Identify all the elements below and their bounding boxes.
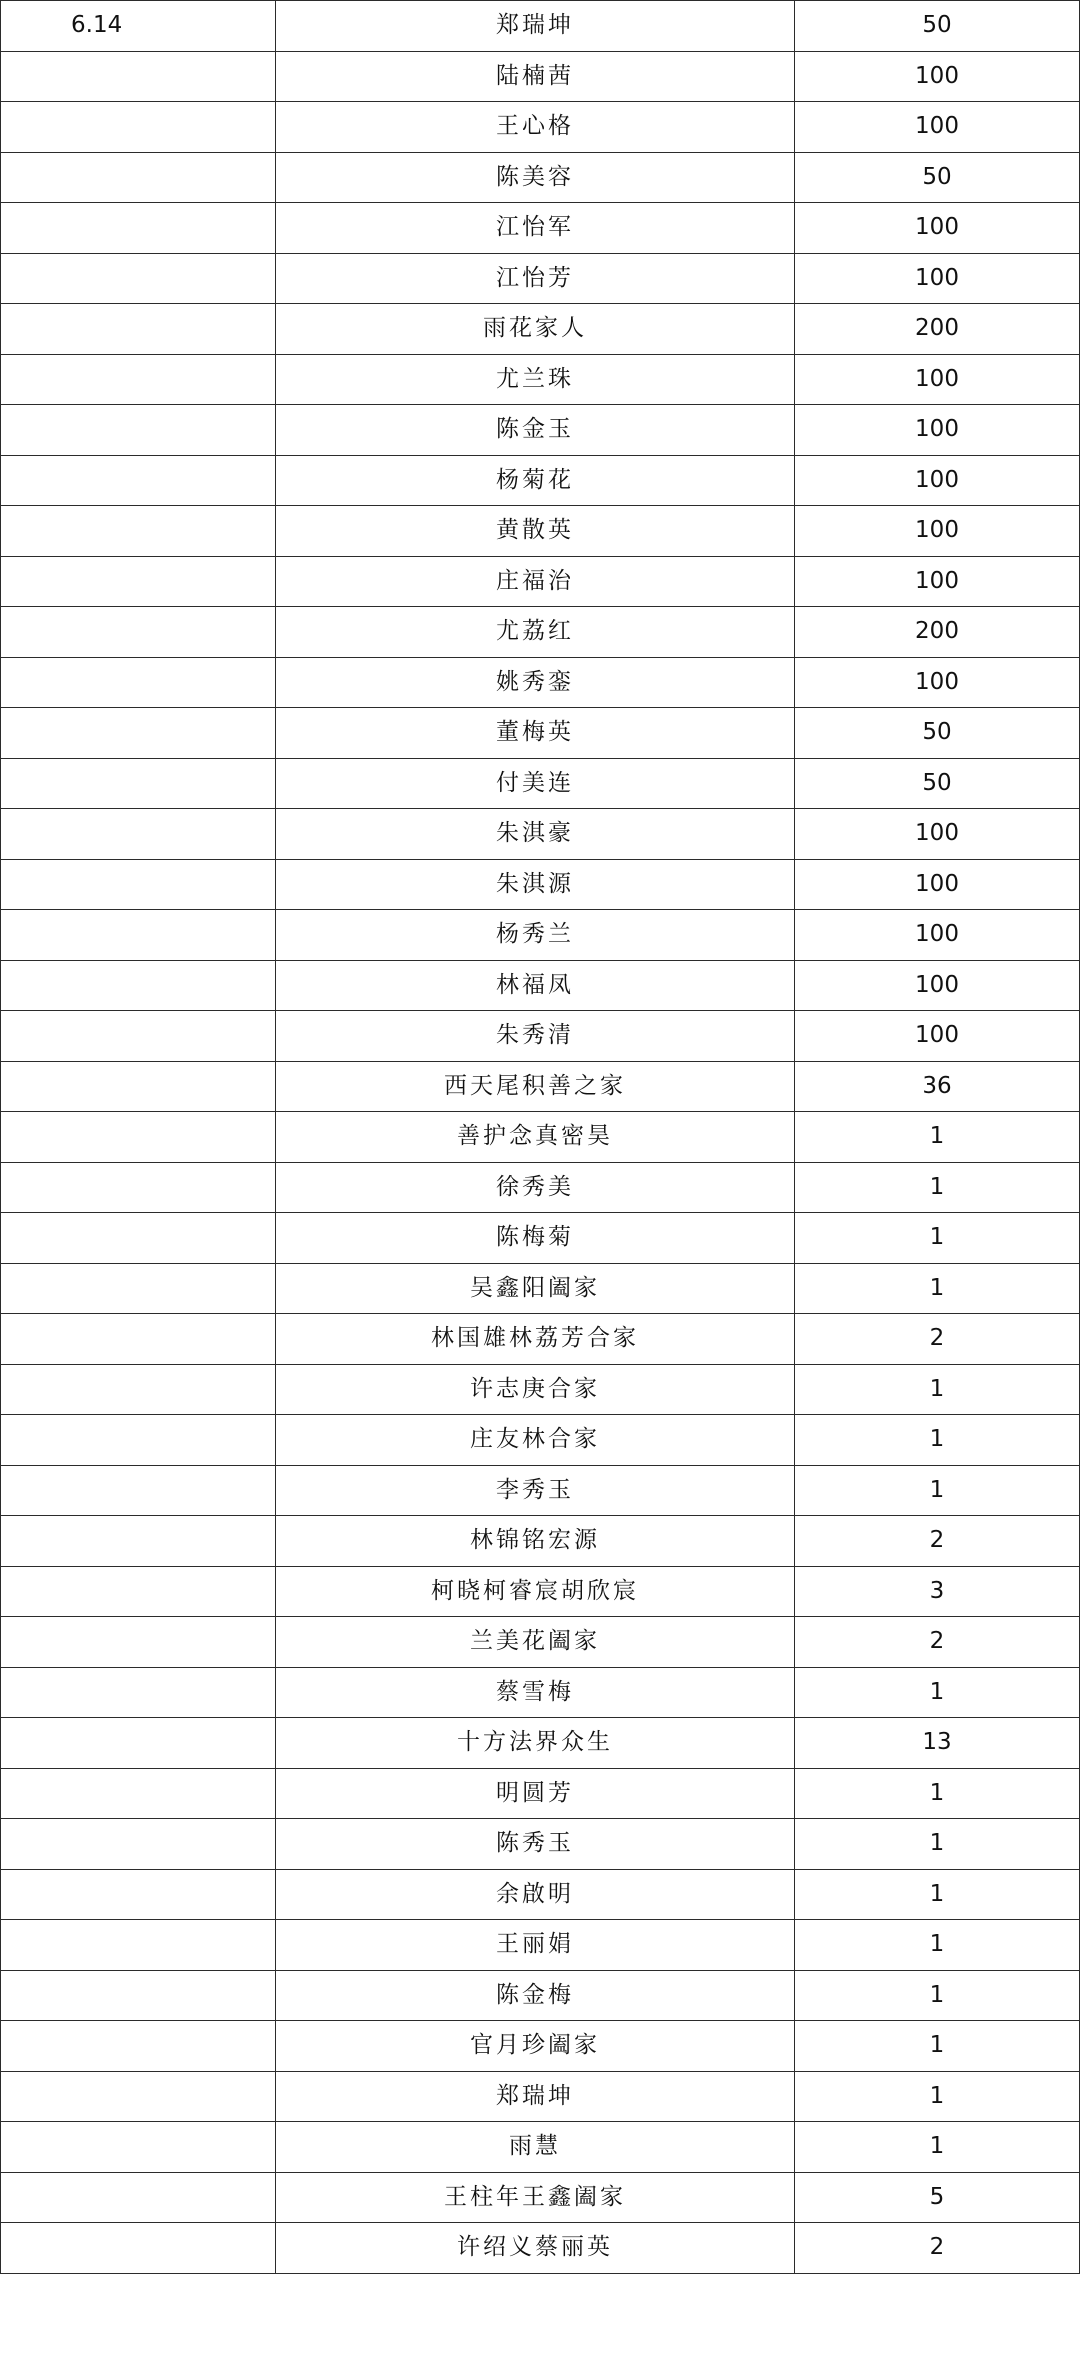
amount-cell: 50 (795, 152, 1080, 203)
date-cell (1, 1213, 276, 1264)
donor-name-cell: 王柱年王鑫阖家 (276, 2172, 795, 2223)
table-row (1, 1566, 1080, 1617)
table-row (1, 1819, 1080, 1870)
table-row (1, 455, 1080, 506)
date-cell (1, 203, 276, 254)
amount-cell: 100 (795, 910, 1080, 961)
table-row (1, 1263, 1080, 1314)
date-cell (1, 2071, 276, 2122)
amount-cell: 50 (795, 758, 1080, 809)
table-row (1, 152, 1080, 203)
donor-name-cell: 郑瑞坤 (276, 1, 795, 52)
amount-cell: 100 (795, 455, 1080, 506)
table-row (1, 1314, 1080, 1365)
table-row (1, 2021, 1080, 2072)
date-cell (1, 1869, 276, 1920)
table-row (1, 405, 1080, 456)
date-cell (1, 809, 276, 860)
amount-cell: 13 (795, 1718, 1080, 1769)
donor-name-cell: 杨秀兰 (276, 910, 795, 961)
date-cell (1, 1061, 276, 1112)
donor-name-cell: 徐秀美 (276, 1162, 795, 1213)
amount-cell: 100 (795, 859, 1080, 910)
date-cell (1, 758, 276, 809)
date-cell (1, 2172, 276, 2223)
date-cell (1, 2223, 276, 2274)
donor-name-cell: 兰美花阖家 (276, 1617, 795, 1668)
donor-name-cell: 十方法界众生 (276, 1718, 795, 1769)
amount-cell: 100 (795, 960, 1080, 1011)
table-row (1, 1667, 1080, 1718)
date-cell (1, 1465, 276, 1516)
donor-name-cell: 王心格 (276, 102, 795, 153)
donor-name-cell: 林锦铭宏源 (276, 1516, 795, 1567)
donor-name-cell: 陈金玉 (276, 405, 795, 456)
date-cell (1, 1667, 276, 1718)
amount-cell: 50 (795, 1, 1080, 52)
table-row (1, 1061, 1080, 1112)
donor-name-cell: 官月珍阖家 (276, 2021, 795, 2072)
date-cell (1, 1718, 276, 1769)
donor-name-cell: 付美连 (276, 758, 795, 809)
date-cell (1, 607, 276, 658)
amount-cell: 200 (795, 304, 1080, 355)
amount-cell: 1 (795, 1819, 1080, 1870)
amount-cell: 100 (795, 809, 1080, 860)
date-cell: 6.14 (1, 1, 276, 52)
date-cell (1, 102, 276, 153)
date-cell (1, 556, 276, 607)
donor-name-cell: 黄散英 (276, 506, 795, 557)
date-cell (1, 152, 276, 203)
donor-name-cell: 陈秀玉 (276, 1819, 795, 1870)
amount-cell: 100 (795, 556, 1080, 607)
table-row (1, 1213, 1080, 1264)
table-row (1, 51, 1080, 102)
amount-cell: 100 (795, 102, 1080, 153)
amount-cell: 100 (795, 203, 1080, 254)
donor-name-cell: 西天尾积善之家 (276, 1061, 795, 1112)
donor-name-cell: 余啟明 (276, 1869, 795, 1920)
date-cell (1, 1516, 276, 1567)
date-cell (1, 1364, 276, 1415)
donor-name-cell: 陈梅菊 (276, 1213, 795, 1264)
amount-cell: 1 (795, 1768, 1080, 1819)
amount-cell: 36 (795, 1061, 1080, 1112)
amount-cell: 1 (795, 1364, 1080, 1415)
amount-cell: 2 (795, 2223, 1080, 2274)
donor-name-cell: 尤兰珠 (276, 354, 795, 405)
amount-cell: 1 (795, 1213, 1080, 1264)
amount-cell: 1 (795, 2122, 1080, 2173)
donor-name-cell: 陈金梅 (276, 1970, 795, 2021)
amount-cell: 1 (795, 1415, 1080, 1466)
donor-name-cell: 许绍义蔡丽英 (276, 2223, 795, 2274)
donor-name-cell: 庄福治 (276, 556, 795, 607)
table-row (1, 506, 1080, 557)
table-row (1, 203, 1080, 254)
amount-cell: 1 (795, 1263, 1080, 1314)
date-cell (1, 354, 276, 405)
table-row (1, 859, 1080, 910)
table-row (1, 910, 1080, 961)
date-cell (1, 1617, 276, 1668)
table-row (1, 102, 1080, 153)
amount-cell: 2 (795, 1314, 1080, 1365)
amount-cell: 3 (795, 1566, 1080, 1617)
table-row (1, 657, 1080, 708)
donor-name-cell: 蔡雪梅 (276, 1667, 795, 1718)
amount-cell: 200 (795, 607, 1080, 658)
table-body (1, 1, 1080, 2274)
amount-cell: 100 (795, 506, 1080, 557)
table-row (1, 1, 1080, 52)
date-cell (1, 51, 276, 102)
date-cell (1, 1162, 276, 1213)
table-row (1, 556, 1080, 607)
date-cell (1, 1768, 276, 1819)
table-row (1, 758, 1080, 809)
date-cell (1, 859, 276, 910)
date-cell (1, 1112, 276, 1163)
donor-name-cell: 朱淇豪 (276, 809, 795, 860)
amount-cell: 1 (795, 1667, 1080, 1718)
donor-name-cell: 柯晓柯睿宸胡欣宸 (276, 1566, 795, 1617)
table-row (1, 2223, 1080, 2274)
amount-cell: 2 (795, 1617, 1080, 1668)
date-cell (1, 253, 276, 304)
amount-cell: 100 (795, 657, 1080, 708)
date-cell (1, 960, 276, 1011)
date-cell (1, 1920, 276, 1971)
donor-name-cell: 李秀玉 (276, 1465, 795, 1516)
date-cell (1, 1011, 276, 1062)
table-row (1, 1617, 1080, 1668)
donor-name-cell: 庄友林合家 (276, 1415, 795, 1466)
donor-name-cell: 吴鑫阳阖家 (276, 1263, 795, 1314)
donor-name-cell: 陈美容 (276, 152, 795, 203)
date-cell (1, 304, 276, 355)
amount-cell: 1 (795, 1162, 1080, 1213)
table-row (1, 2172, 1080, 2223)
donor-name-cell: 明圆芳 (276, 1768, 795, 1819)
table-row (1, 1465, 1080, 1516)
donor-name-cell: 林福凤 (276, 960, 795, 1011)
donor-name-cell: 郑瑞坤 (276, 2071, 795, 2122)
amount-cell: 100 (795, 405, 1080, 456)
donor-name-cell: 朱秀清 (276, 1011, 795, 1062)
table-row (1, 1920, 1080, 1971)
date-cell (1, 2021, 276, 2072)
donor-name-cell: 许志庚合家 (276, 1364, 795, 1415)
table-row (1, 304, 1080, 355)
donor-name-cell: 陆楠茜 (276, 51, 795, 102)
amount-cell: 100 (795, 253, 1080, 304)
donor-name-cell: 江怡芳 (276, 253, 795, 304)
date-cell (1, 1970, 276, 2021)
date-cell (1, 1314, 276, 1365)
table-row (1, 1768, 1080, 1819)
amount-cell: 100 (795, 1011, 1080, 1062)
donor-name-cell: 王丽娟 (276, 1920, 795, 1971)
amount-cell: 100 (795, 354, 1080, 405)
donor-name-cell: 江怡军 (276, 203, 795, 254)
date-cell (1, 1566, 276, 1617)
donor-name-cell: 雨花家人 (276, 304, 795, 355)
donor-name-cell: 雨慧 (276, 2122, 795, 2173)
amount-cell: 1 (795, 1465, 1080, 1516)
amount-cell: 5 (795, 2172, 1080, 2223)
table-row (1, 253, 1080, 304)
donor-name-cell: 杨菊花 (276, 455, 795, 506)
date-cell (1, 1819, 276, 1870)
date-cell (1, 910, 276, 961)
donor-name-cell: 朱淇源 (276, 859, 795, 910)
amount-cell: 1 (795, 1970, 1080, 2021)
date-cell (1, 455, 276, 506)
table-row (1, 1869, 1080, 1920)
date-cell (1, 657, 276, 708)
date-cell (1, 708, 276, 759)
table-row (1, 960, 1080, 1011)
table-row (1, 1970, 1080, 2021)
date-cell (1, 506, 276, 557)
table-row (1, 354, 1080, 405)
table-row (1, 2122, 1080, 2173)
donor-name-cell: 善护念真密昊 (276, 1112, 795, 1163)
amount-cell: 1 (795, 1869, 1080, 1920)
date-cell (1, 405, 276, 456)
amount-cell: 2 (795, 1516, 1080, 1567)
amount-cell: 1 (795, 1112, 1080, 1163)
table-row (1, 1415, 1080, 1466)
table-row (1, 1011, 1080, 1062)
donor-name-cell: 董梅英 (276, 708, 795, 759)
amount-cell: 1 (795, 2021, 1080, 2072)
donor-name-cell: 尤荔红 (276, 607, 795, 658)
table-row (1, 607, 1080, 658)
table-row (1, 1112, 1080, 1163)
amount-cell: 1 (795, 2071, 1080, 2122)
donor-name-cell: 姚秀銮 (276, 657, 795, 708)
amount-cell: 100 (795, 51, 1080, 102)
date-cell (1, 2122, 276, 2173)
donor-name-cell: 林国雄林荔芳合家 (276, 1314, 795, 1365)
table-row (1, 2071, 1080, 2122)
table-row (1, 1162, 1080, 1213)
table-row (1, 1516, 1080, 1567)
date-cell (1, 1415, 276, 1466)
table-row (1, 1364, 1080, 1415)
date-cell (1, 1263, 276, 1314)
table-row (1, 1718, 1080, 1769)
table-row (1, 809, 1080, 860)
amount-cell: 50 (795, 708, 1080, 759)
amount-cell: 1 (795, 1920, 1080, 1971)
table-row (1, 708, 1080, 759)
